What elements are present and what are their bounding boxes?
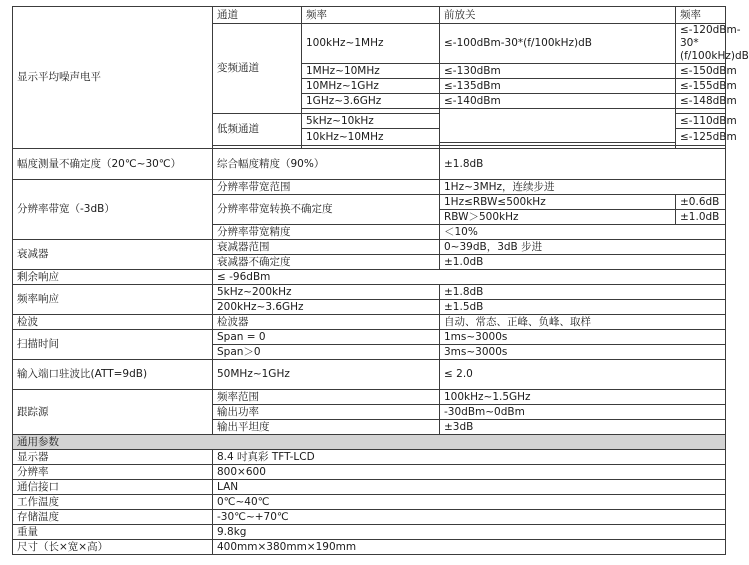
- table-cell: 400mm×380mm×190mm: [213, 540, 726, 555]
- table-cell: 分辨率: [13, 465, 213, 480]
- table-cell: ±1.0dB: [440, 255, 726, 270]
- table-cell: ±1.8dB: [440, 149, 726, 180]
- table-row: [13, 450, 726, 465]
- table-cell: 分辨率带宽转换不确定度: [213, 195, 440, 225]
- table-cell: ≤-100dBm-30*(f/100kHz)dB: [440, 24, 676, 64]
- spec-table-body: [13, 7, 749, 555]
- table-cell: 检波器: [213, 315, 440, 330]
- table-cell: 通用参数: [13, 435, 726, 450]
- table-cell: ≤-140dBm: [440, 94, 676, 109]
- table-cell: 10kHz~10MHz: [302, 129, 440, 146]
- table-cell: 自动、常态、正峰、负峰、取样: [440, 315, 726, 330]
- table-cell: 衰减器范围: [213, 240, 440, 255]
- table-cell: 存储温度: [13, 510, 213, 525]
- table-cell: ±0.6dB: [676, 195, 726, 210]
- table-cell: 前放关: [440, 7, 676, 24]
- table-cell: 重量: [13, 525, 213, 540]
- table-cell: 3ms~3000s: [440, 345, 726, 360]
- table-cell: ±3dB: [440, 420, 726, 435]
- table-cell: 100kHz~1MHz: [302, 24, 440, 64]
- table-cell: -30℃~+70℃: [213, 510, 726, 525]
- table-cell: 尺寸（长×宽×高）: [13, 540, 213, 555]
- table-cell: 1MHz~10MHz: [302, 64, 440, 79]
- table-cell: 幅度测量不确定度（20℃~30℃）: [13, 149, 213, 180]
- table-cell: 1Hz~3MHz，连续步进: [440, 180, 726, 195]
- table-cell: 9.8kg: [213, 525, 726, 540]
- table-cell: 1GHz~3.6GHz: [302, 94, 440, 109]
- table-row: [13, 180, 726, 195]
- table-row: [13, 330, 726, 345]
- table-row: [13, 360, 726, 390]
- table-cell: ≤-148dBm: [676, 94, 726, 109]
- table-cell: 8.4 吋真彩 TFT-LCD: [213, 450, 726, 465]
- table-cell: ≤-120dBm-30*(f/100kHz)dB: [676, 24, 726, 64]
- table-row: [13, 390, 726, 405]
- table-row: [13, 465, 726, 480]
- table-cell: ≤-135dBm: [440, 79, 676, 94]
- table-cell: 输入端口驻波比(ATT=9dB): [13, 360, 213, 390]
- table-cell: ±1.5dB: [440, 300, 726, 315]
- table-cell: 频率: [676, 7, 726, 24]
- table-cell: 1ms~3000s: [440, 330, 726, 345]
- table-cell: 输出功率: [213, 405, 440, 420]
- table-row: [13, 149, 726, 180]
- table-row: [13, 495, 726, 510]
- table-cell: Span = 0: [213, 330, 440, 345]
- table-cell: ≤-125dBm: [676, 129, 726, 146]
- table-cell: ≤-110dBm: [676, 114, 726, 129]
- table-cell: -30dBm~0dBm: [440, 405, 726, 420]
- table-row: [13, 285, 726, 300]
- table-cell: ≤ -96dBm: [213, 270, 726, 285]
- table-cell: 输出平坦度: [213, 420, 440, 435]
- table-cell: ≤-150dBm: [676, 64, 726, 79]
- table-row: [13, 7, 726, 24]
- table-cell: 800×600: [213, 465, 726, 480]
- table-cell: 通信接口: [13, 480, 213, 495]
- table-cell: 工作温度: [13, 495, 213, 510]
- table-row: [13, 510, 726, 525]
- table-cell: ≤ 2.0: [440, 360, 726, 390]
- table-cell: ≤-155dBm: [676, 79, 726, 94]
- table-cell: 200kHz~3.6GHz: [213, 300, 440, 315]
- table-cell: 衰减器不确定度: [213, 255, 440, 270]
- table-cell: 1Hz≤RBW≤500kHz: [440, 195, 676, 210]
- table-cell: 0~39dB，3dB 步进: [440, 240, 726, 255]
- table-cell: 检波: [13, 315, 213, 330]
- section-header-row: [13, 435, 726, 450]
- table-cell: 50MHz~1GHz: [213, 360, 440, 390]
- spec-table: [12, 6, 749, 555]
- table-cell: 10MHz~1GHz: [302, 79, 440, 94]
- table-cell: LAN: [213, 480, 726, 495]
- table-cell: ±1.8dB: [440, 285, 726, 300]
- table-cell: 5kHz~10kHz: [302, 114, 440, 129]
- table-cell: 频率: [302, 7, 440, 24]
- table-cell: 5kHz~200kHz: [213, 285, 440, 300]
- table-cell: 显示器: [13, 450, 213, 465]
- table-cell: RBW＞500kHz: [440, 210, 676, 225]
- table-cell: 扫描时间: [13, 330, 213, 360]
- table-cell: 衰减器: [13, 240, 213, 270]
- table-row: [13, 540, 726, 555]
- table-cell: 变频通道: [213, 24, 302, 114]
- table-cell: Span＞0: [213, 345, 440, 360]
- table-row: [13, 270, 726, 285]
- table-cell: 分辨率带宽（-3dB）: [13, 180, 213, 240]
- table-row: [13, 240, 726, 255]
- table-row: [13, 315, 726, 330]
- table-cell: 剩余响应: [13, 270, 213, 285]
- table-cell: ≤-130dBm: [440, 64, 676, 79]
- table-cell: 频率响应: [13, 285, 213, 315]
- table-cell: 综合幅度精度（90%）: [213, 149, 440, 180]
- table-cell: 低频通道: [213, 114, 302, 146]
- table-cell: 频率范围: [213, 390, 440, 405]
- table-cell: 0℃~40℃: [213, 495, 726, 510]
- table-row: [13, 525, 726, 540]
- table-cell: 通道: [213, 7, 302, 24]
- table-cell: 100kHz~1.5GHz: [440, 390, 726, 405]
- table-cell: ±1.0dB: [676, 210, 726, 225]
- table-cell: 跟踪源: [13, 390, 213, 435]
- table-cell: ＜10%: [440, 225, 726, 240]
- table-row: [13, 480, 726, 495]
- table-cell: 分辨率带宽范围: [213, 180, 440, 195]
- table-cell: 分辨率带宽精度: [213, 225, 440, 240]
- table-cell: 显示平均噪声电平: [13, 7, 213, 149]
- table-cell: [440, 109, 676, 143]
